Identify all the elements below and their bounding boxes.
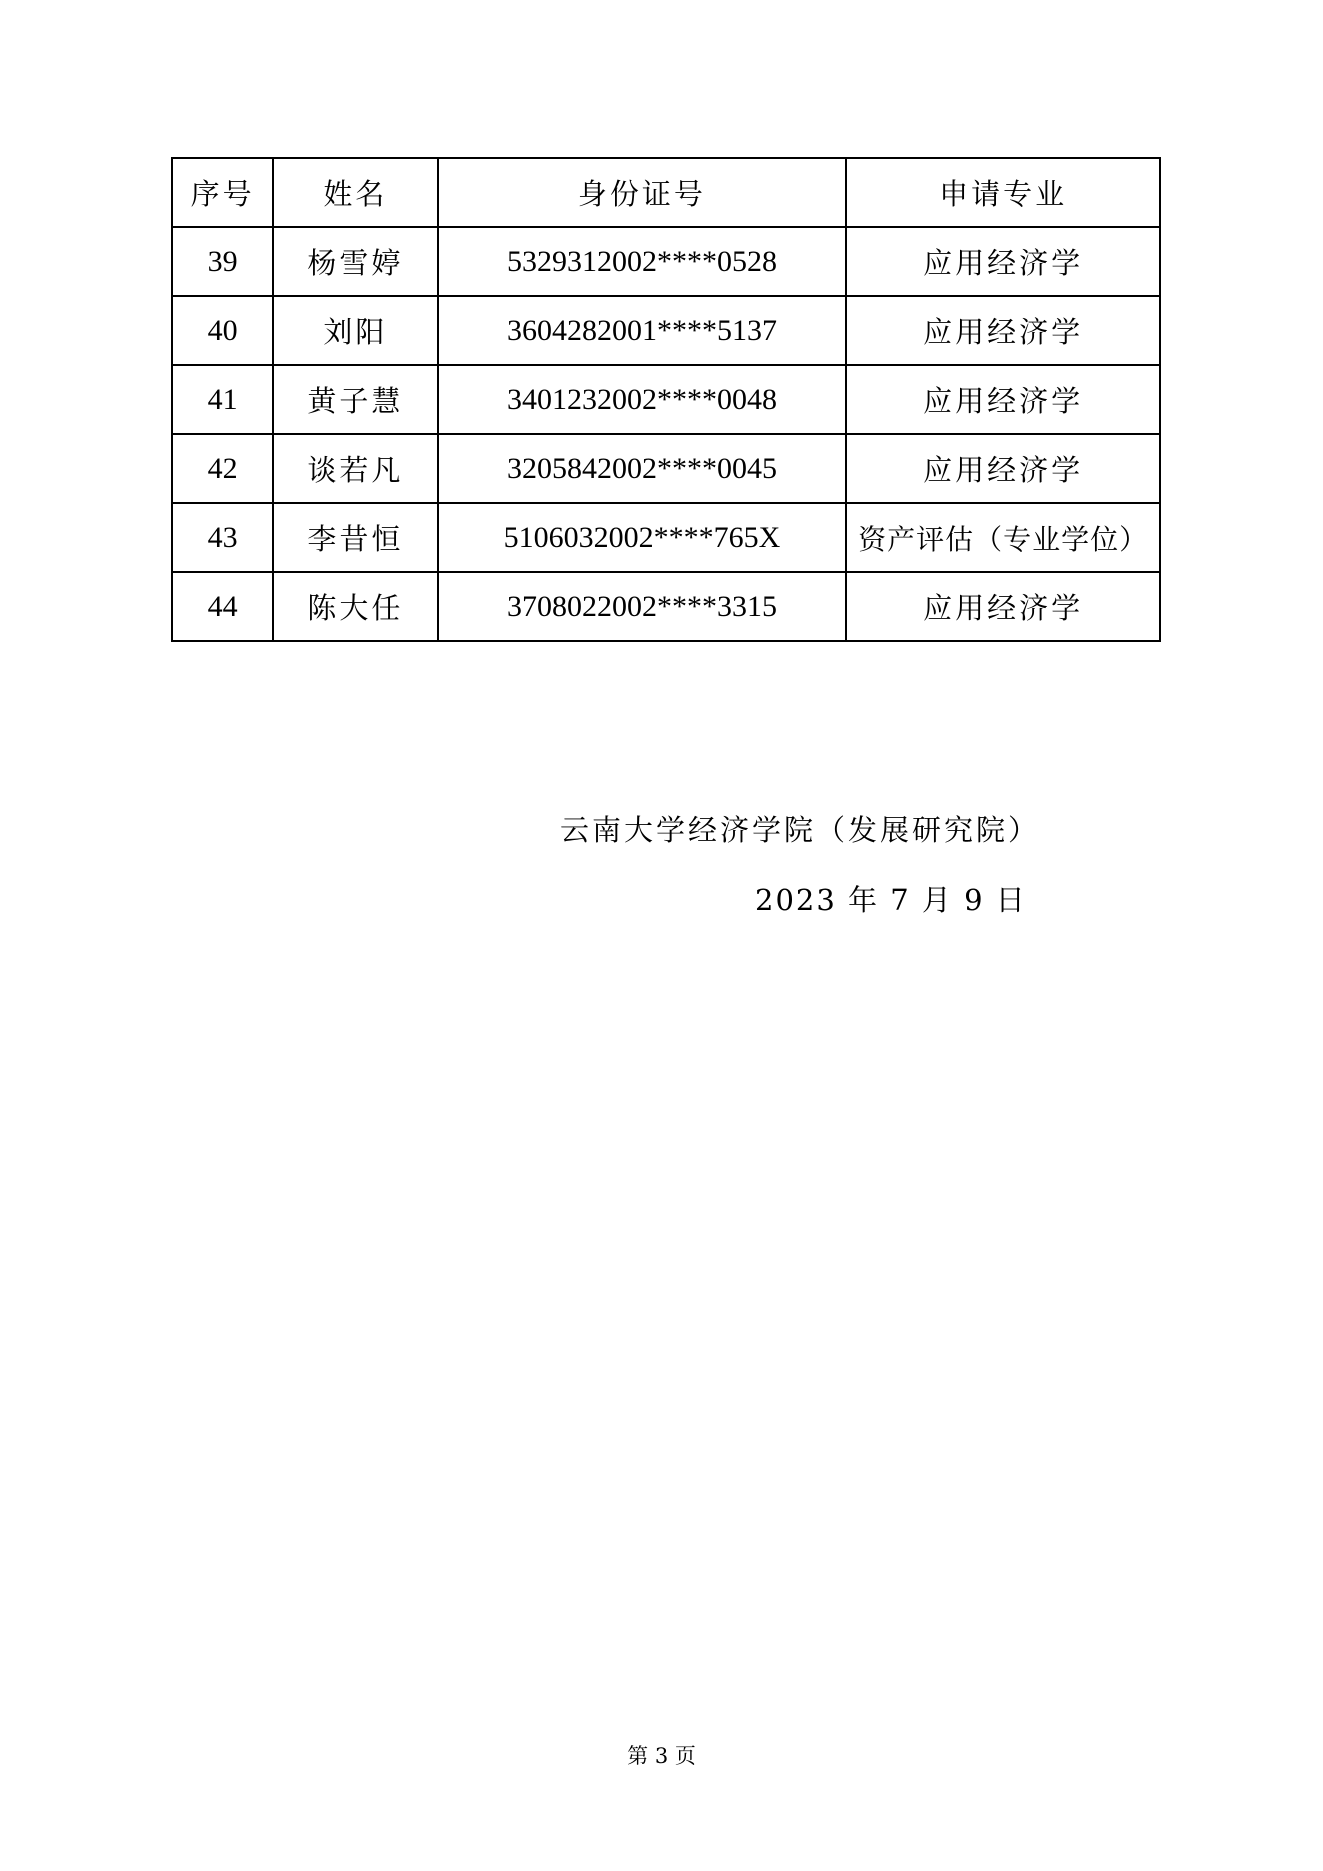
cell-major: 应用经济学 — [846, 365, 1160, 434]
cell-id-number: 5329312002****0528 — [438, 227, 847, 296]
cell-major: 资产评估（专业学位） — [846, 503, 1160, 572]
issue-date: 2023 年 7 月 9 日 — [755, 883, 1027, 917]
header-major: 申请专业 — [846, 158, 1160, 227]
table-row — [172, 434, 1160, 503]
cell-seq: 42 — [172, 434, 273, 503]
cell-seq: 40 — [172, 296, 273, 365]
table-row — [172, 227, 1160, 296]
cell-name: 黄子慧 — [273, 365, 437, 434]
page-number: 第 3 页 — [627, 1744, 696, 1768]
table-row — [172, 572, 1160, 641]
table-row — [172, 365, 1160, 434]
cell-seq: 41 — [172, 365, 273, 434]
table-header-row — [172, 158, 1160, 227]
cell-id-number: 3708022002****3315 — [438, 572, 847, 641]
cell-major: 应用经济学 — [846, 434, 1160, 503]
header-seq: 序号 — [172, 158, 273, 227]
cell-name: 陈大任 — [273, 572, 437, 641]
header-id-number: 身份证号 — [438, 158, 847, 227]
cell-seq: 44 — [172, 572, 273, 641]
cell-id-number: 5106032002****765X — [438, 503, 847, 572]
cell-seq: 39 — [172, 227, 273, 296]
cell-name: 谈若凡 — [273, 434, 437, 503]
cell-major: 应用经济学 — [846, 296, 1160, 365]
cell-id-number: 3604282001****5137 — [438, 296, 847, 365]
cell-id-number: 3205842002****0045 — [438, 434, 847, 503]
cell-name: 李昔恒 — [273, 503, 437, 572]
cell-name: 杨雪婷 — [273, 227, 437, 296]
cell-major: 应用经济学 — [846, 572, 1160, 641]
issuing-organization: 云南大学经济学院（发展研究院） — [560, 813, 1041, 847]
applicant-table — [171, 157, 1161, 642]
cell-name: 刘阳 — [273, 296, 437, 365]
table-row — [172, 503, 1160, 572]
cell-major: 应用经济学 — [846, 227, 1160, 296]
header-name: 姓名 — [273, 158, 437, 227]
cell-seq: 43 — [172, 503, 273, 572]
cell-id-number: 3401232002****0048 — [438, 365, 847, 434]
table-row — [172, 296, 1160, 365]
